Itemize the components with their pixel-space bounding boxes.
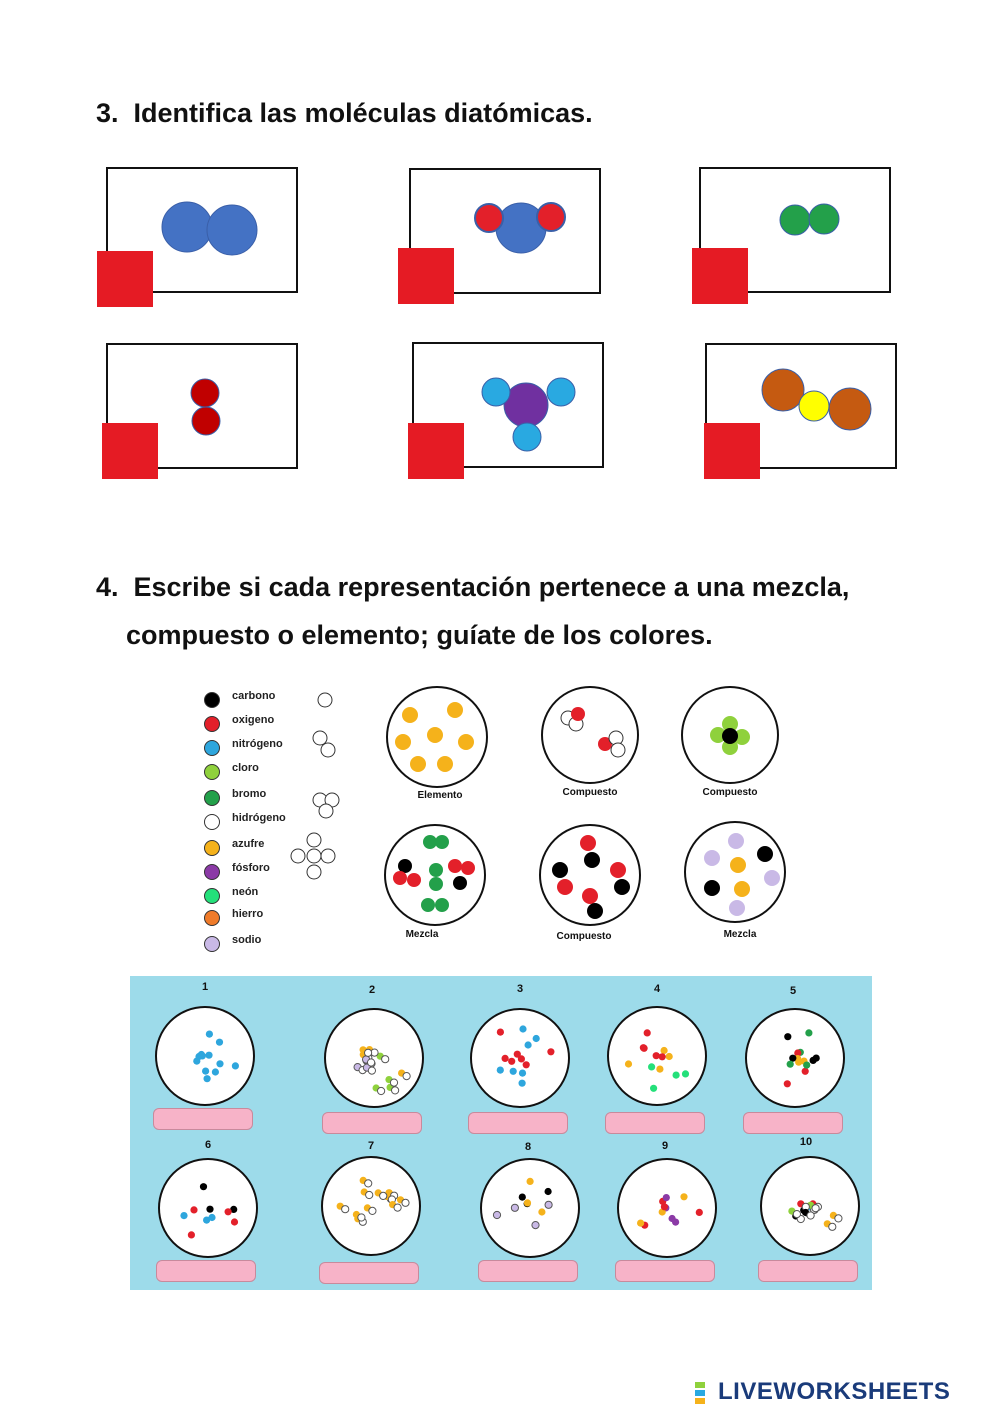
atom-dot (803, 1062, 810, 1069)
atom-dot (653, 1052, 660, 1059)
atom-dot (511, 1204, 518, 1211)
question-4-title (96, 572, 849, 603)
answer-square-4[interactable] (102, 423, 158, 479)
atom-dot (527, 1178, 534, 1185)
slot-number: 9 (661, 1140, 669, 1152)
answer-square-2[interactable] (398, 248, 454, 304)
example-label-6: Mezcla (723, 929, 757, 940)
liveworksheets-logo-icon (695, 1380, 717, 1406)
atom-dot (802, 1068, 809, 1075)
legend-dot (204, 910, 220, 926)
legend-dot (204, 716, 220, 732)
atom-dot (366, 1191, 373, 1198)
question-3-title (96, 98, 593, 129)
example-label-1: Elemento (417, 790, 463, 801)
atom-dot (497, 1029, 504, 1036)
legend-dot (204, 936, 220, 952)
legend-label: oxigeno (232, 714, 275, 726)
atom-dot (402, 1199, 409, 1206)
atom-dot (807, 1212, 814, 1219)
atom-dot (532, 1222, 539, 1229)
atom-dot (672, 1219, 679, 1226)
slot-number: 3 (516, 983, 524, 995)
answer-input-8[interactable] (478, 1260, 578, 1282)
slot-number: 5 (789, 985, 797, 997)
atom-dot (661, 1203, 668, 1210)
atom-dot (342, 1206, 349, 1213)
atom-dot (523, 1061, 530, 1068)
atom-dot (519, 1070, 526, 1077)
legend-area (190, 680, 810, 960)
atom-dot (380, 1192, 387, 1199)
atom-dot (369, 1207, 376, 1214)
atom-dot (390, 1079, 397, 1086)
atom-dot (637, 1220, 644, 1227)
atom-dot (519, 1025, 526, 1032)
atom-dot (368, 1067, 375, 1074)
answer-input-9[interactable] (615, 1260, 715, 1282)
legend-label: sodio (232, 934, 262, 946)
atom-dot (545, 1201, 552, 1208)
slot-number: 8 (524, 1141, 532, 1153)
legend-label: nitrógeno (232, 738, 283, 750)
atom-dot (212, 1068, 219, 1075)
atom-dot (644, 1029, 651, 1036)
atom-dot (368, 1059, 375, 1066)
question-3-text: Identifica las moléculas diatómicas. (133, 98, 593, 128)
atom-dot (547, 1048, 554, 1055)
atom-dot (232, 1062, 239, 1069)
legend-label: bromo (232, 788, 267, 800)
answer-input-3[interactable] (468, 1112, 568, 1134)
example-label-2: Compuesto (562, 787, 618, 798)
atom-dot (394, 1204, 401, 1211)
atom-dot (545, 1188, 552, 1195)
atom-dot (673, 1072, 680, 1079)
atom-dot (208, 1214, 215, 1221)
atom-dot (525, 1041, 532, 1048)
atom-dot (188, 1231, 195, 1238)
brand-name: LIVEWORKSHEETS (718, 1378, 951, 1405)
exercise-panel (130, 976, 872, 1290)
sample-circle (481, 1159, 579, 1257)
atom-dot (784, 1080, 791, 1087)
legend-label: neón (232, 886, 259, 898)
atom-dot (656, 1066, 663, 1073)
atom-dot (502, 1055, 509, 1062)
atom-dot (666, 1053, 673, 1060)
atom-dot (640, 1044, 647, 1051)
legend-dot (204, 864, 220, 880)
legend-dot (204, 888, 220, 904)
slot-number: 2 (368, 984, 376, 996)
atom-dot (206, 1206, 213, 1213)
atom-dot (180, 1212, 187, 1219)
atom-dot (204, 1075, 211, 1082)
legend-label: carbono (232, 690, 276, 702)
atom-dot (835, 1215, 842, 1222)
atom-dot (216, 1039, 223, 1046)
atom-dot (200, 1183, 207, 1190)
legend-dot (204, 764, 220, 780)
atom-dot (793, 1211, 800, 1218)
atom-dot (216, 1060, 223, 1067)
atom-dot (787, 1061, 794, 1068)
atom-dot (403, 1073, 410, 1080)
answer-input-4[interactable] (605, 1112, 705, 1134)
atom-dot (365, 1180, 372, 1187)
answer-square-1[interactable] (97, 251, 153, 307)
legend-dot (204, 814, 220, 830)
legend-dot (204, 740, 220, 756)
slot-number: 1 (201, 981, 209, 993)
atom-dot (358, 1214, 365, 1221)
atom-dot (533, 1035, 540, 1042)
atom-dot (538, 1208, 545, 1215)
answer-input-5[interactable] (743, 1112, 843, 1134)
atom-dot (696, 1209, 703, 1216)
atom-dot (225, 1208, 232, 1215)
answer-input-6[interactable] (156, 1260, 256, 1282)
atom-dot (493, 1211, 500, 1218)
atom-dot (795, 1059, 802, 1066)
legend-label: hidrógeno (232, 812, 286, 824)
question-4-line1: Escribe si cada representación pertenece a una mezcla, (133, 572, 850, 602)
answer-input-10[interactable] (758, 1260, 858, 1282)
answer-square-5[interactable] (408, 423, 464, 479)
answer-input-7[interactable] (319, 1262, 419, 1284)
atom-dot (812, 1205, 819, 1212)
atom-dot (524, 1199, 531, 1206)
slot-number: 7 (367, 1140, 375, 1152)
answer-square-6[interactable] (704, 423, 760, 479)
slot-number: 10 (799, 1136, 813, 1148)
atom-dot (813, 1055, 820, 1062)
atom-dot (682, 1070, 689, 1077)
sample-circle (325, 1009, 423, 1107)
slot-number: 4 (653, 983, 661, 995)
slot-number: 6 (204, 1139, 212, 1151)
atom-dot (206, 1031, 213, 1038)
legend-label: azufre (232, 838, 265, 850)
atom-dot (202, 1068, 209, 1075)
atom-dot (510, 1068, 517, 1075)
atom-dot (392, 1087, 399, 1094)
atom-dot (497, 1067, 504, 1074)
example-label-4: Mezcla (405, 929, 439, 940)
legend-dot (204, 790, 220, 806)
atom-dot (661, 1047, 668, 1054)
atom-dot (378, 1087, 385, 1094)
atom-dot (663, 1194, 670, 1201)
legend-dot (204, 840, 220, 856)
atom-dot (829, 1223, 836, 1230)
question-4-line2: compuesto o elemento; guíate de los colores. (126, 620, 713, 650)
hydrogen-shapes (290, 688, 350, 888)
atom-dot (195, 1053, 202, 1060)
atom-dot (519, 1080, 526, 1087)
legend-label: cloro (232, 762, 259, 774)
atom-dot (784, 1033, 791, 1040)
example-label-3: Compuesto (702, 787, 758, 798)
legend-dot (204, 692, 220, 708)
atom-dot (382, 1056, 389, 1063)
atom-dot (190, 1206, 197, 1213)
atom-dot (365, 1049, 372, 1056)
legend-label: hierro (232, 908, 264, 920)
atom-dot (518, 1055, 525, 1062)
atom-dot (231, 1218, 238, 1225)
atom-dot (659, 1053, 666, 1060)
atom-dot (650, 1085, 657, 1092)
question-4-number: 4. (96, 572, 119, 602)
legend-label: fósforo (232, 862, 270, 874)
answer-input-2[interactable] (322, 1112, 422, 1134)
example-label-5: Compuesto (556, 931, 612, 942)
question-3-number: 3. (96, 98, 119, 128)
atom-dot (519, 1194, 526, 1201)
answer-input-1[interactable] (153, 1108, 253, 1130)
atom-dot (805, 1029, 812, 1036)
example-diagrams (380, 680, 800, 950)
answer-square-3[interactable] (692, 248, 748, 304)
atom-dot (508, 1058, 515, 1065)
atom-dot (625, 1060, 632, 1067)
atom-dot (648, 1063, 655, 1070)
atom-dot (205, 1052, 212, 1059)
atom-dot (680, 1193, 687, 1200)
